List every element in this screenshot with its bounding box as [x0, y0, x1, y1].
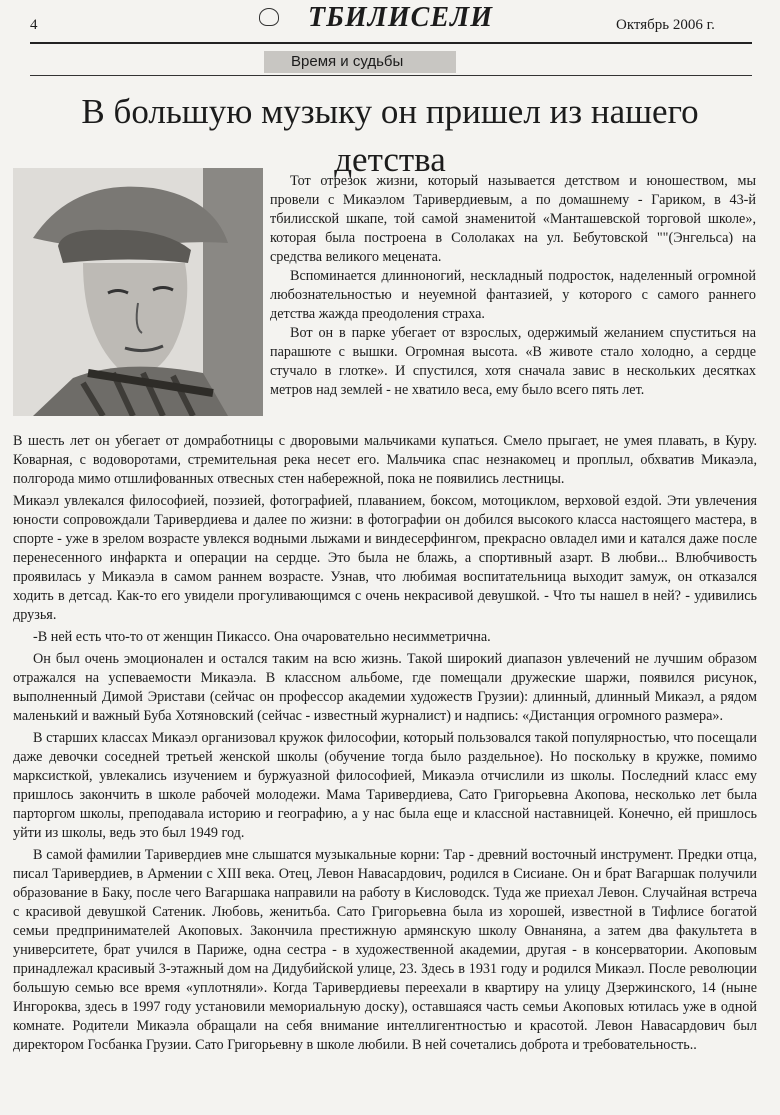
- paragraph: Вспоминается длинноногий, нескладный подросток, наделенный огромной любознательностью и неуемной фантазией, у которого с самого раннего детства жажда преодоления страха.: [270, 268, 756, 322]
- article-body: [13, 432, 757, 1055]
- paragraph: В самой фамилии Таривердиев мне слышатся музыкальные корни: Тар - древний восточный инструмент. Предки отца, писал Таривердиев, в Армении с XIII века. Отец, Левон Навасардович, родился в Сисиане. Он и брат Вагаршак получили образование в Баку, после чего Вагаршака направили на работу в Кисловодск. Туда же приехал Левон. Случайная встреча с красивой девушкой Сатеник. Любовь, женитьба. Сато Григорьевна была из хорошей, известной в Тифлисе богатой семьи предпринимателей Акоповых. Закончила престижную армянскую школу Овнаняна, а затем два факультета в университете, брат учился в Париже, одна сестра - в художественной академии, другая - в консерватории. Акоповым принадлежал красивый 3-этажный дом на Дидубийской улице, 23. Здесь в 1931 году и родился Микаэл. После революции большую семью все время «уплотняли». Когда Таривердиевы переехали в квартиру на улицу Дзержинского, 14 (ныне Ингороква, здесь в 1997 году установили мемориальную доску), оставшаяся часть семьи Акоповых ютилась уже в одной комнате. Родители Микаэла обращали на себя внимание интеллигентностью и красотой. Левон Навасардович был директором Госбанка Грузии. Сато Григорьевну в школе любили. В ней сочетались доброта и требовательность..: [13, 847, 757, 1053]
- header-rule: [30, 42, 752, 44]
- section-rule: [30, 75, 752, 76]
- portrait-icon: [13, 168, 263, 416]
- paragraph: Микаэл увлекался философией, поэзией, фотографией, плаванием, боксом, мотоциклом, верховой ездой. Эти увлечения юности сопровождали Таривердиева и далее по жизни: в фотографии он добился высокого класса настоящего мастера, в спорте - уже в зрелом возрасте увлекся водными лыжами и виндесерфингом, прекрасно овладел ими и катался даже после перенесенного инфаркта и операции на сердце. Это была не блажь, а спортивный азарт. В любви... Влюбчивость проявилась у Микаэла в самом раннем возрасте. Узнав, что любимая воспитательница выходит замуж, он отказался ходить в детсад. Как-то его увидели прогуливающимся с очень некрасивой девушкой. - Что ты нашел в ней? - удивились друзья.: [13, 493, 757, 623]
- paragraph: Он был очень эмоционален и остался таким на всю жизнь. Такой широкий диапазон увлечений не лучшим образом отражался на успеваемости Микаэла. В классном альбоме, где помещали дружеские шаржи, появился рисунок, выполненный Димой Эристави (сейчас он профессор академии художеств Грузии): длинный, длинный Микаэл, а рядом маленький и важный Буба Хотяновский (сейчас - известный журналист) и надпись: «Дистанция огромного размера».: [13, 651, 757, 724]
- issue-date: Октябрь 2006 г.: [616, 17, 715, 33]
- page-number: 4: [30, 17, 38, 33]
- paragraph: Вот он в парке убегает от взрослых, одержимый желанием спуститься на парашюте с вышки. Огромная высота. «В животе стало холодно, а сердце стучало в глотке». И спустился, хотя сначала завис в нескольких десятках метров над землей - не хватило веса, ему было всего пять лет.: [270, 325, 756, 398]
- emblem-icon: [259, 8, 279, 26]
- section-label: Время и судьбы: [291, 53, 404, 70]
- newspaper-logo: ТБИЛИСЕЛИ: [308, 2, 493, 33]
- paragraph: -В ней есть что-то от женщин Пикассо. Она очаровательно несимметрична.: [33, 629, 491, 645]
- article-title: В большую музыку он пришел из нашего детства: [81, 92, 699, 179]
- paragraph: В шесть лет он убегает от домработницы с дворовыми мальчиками купаться. Смело прыгает, не умея плавать, в Куру. Коварная, с водоворотами, стремительная река несет его. Мальчика спас незнакомец и проплыл, обхватив Микаэла, полгорода мимо отшлифованных отвесных стен набережной, пока не появились лестницы.: [13, 433, 757, 487]
- article-intro: [270, 172, 756, 400]
- portrait-photo: [13, 168, 263, 416]
- paragraph: В старших классах Микаэл организовал кружок философии, который пользовался такой популярностью, что посещали даже девочки соседней третьей женской школы (обучение тогда было раздельное). Но поскольку в кружке, помимо марксисткой, увлекались изучением и буржуазной философией, Микаэла отчислили из школы. Последний класс ему пришлось закончить в школе рабочей молодежи. Мама Таривердиева, Сато Григорьевна Акопова, несколько лет была парторгом школы, преподавала историю и географию, а у нас была еще и классной наставницей. Конечно, ей пришлось уйти из школы, ведь это был 1949 год.: [13, 730, 757, 841]
- paragraph: Тот отрезок жизни, который называется детством и юношеством, мы провели с Микаэлом Таривердиевым, а по домашнему - Гариком, в 43-й тбилисской шкапе, той самой знаменитой «Манташевской торговой школе», которая была построена в Сололаках на ул. Бебутовской ""(Энгельса) на средства великого мецената.: [270, 173, 756, 265]
